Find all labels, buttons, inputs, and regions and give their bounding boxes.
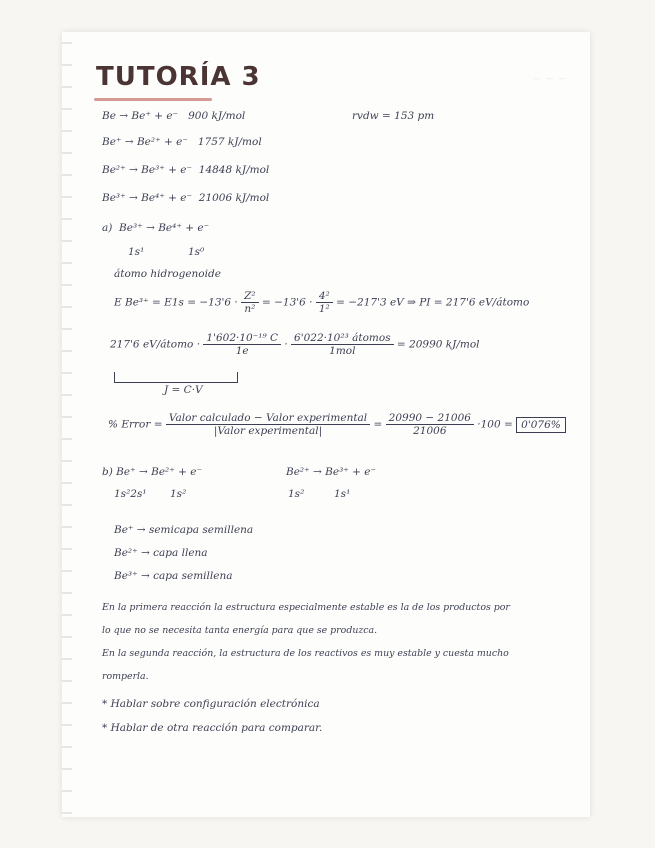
conversion-bracket: [114, 372, 238, 383]
part-a-reaction: a) Be³⁺ → Be⁴⁺ + e⁻: [102, 222, 210, 234]
paragraph-line-1: En la primera reacción la estructura especialmente estable es la de los productos por: [102, 602, 510, 613]
shell-note-3: Be³⁺ → capa semillena: [114, 570, 233, 582]
hydrogenoid-note: átomo hidrogenoide: [114, 268, 221, 280]
reaction-1: Be → Be⁺ + e⁻ 900 kJ/mol: [102, 110, 246, 122]
page-title: TUTORÍA 3: [96, 62, 261, 92]
reaction-2: Be⁺ → Be²⁺ + e⁻ 1757 kJ/mol: [102, 136, 262, 148]
paragraph-line-4: romperla.: [102, 671, 149, 682]
bullet-1: * Hablar sobre configuración electrónica: [102, 698, 320, 710]
reaction-4: Be³⁺ → Be⁴⁺ + e⁻ 21006 kJ/mol: [102, 192, 270, 204]
part-a-config-left: 1s¹: [128, 246, 145, 258]
notebook-page: [62, 32, 590, 817]
part-b-config-2-right: 1s¹: [334, 488, 351, 500]
error-result: 0'076%: [516, 417, 566, 433]
jcv-note: J = C·V: [164, 384, 203, 396]
energy-equation: E Be³⁺ = E1s = −13'6 · $\frac{\text{Z²}}{\text{n²}}$ = −13'6 · $\frac{\text{4²}}{\text{1²}}$ = −217'3 eV ⇒ PI = 217'6 eV/átomo: [114, 290, 530, 315]
vdw-radius: rvdw = 153 pm: [352, 110, 435, 122]
page-edge-perforation: [62, 32, 72, 817]
paragraph-line-2: lo que no se necesita tanta energía para que se produzca.: [102, 625, 378, 636]
part-a-config-right: 1s⁰: [188, 246, 205, 258]
shell-note-2: Be²⁺ → capa llena: [114, 547, 208, 559]
paragraph-line-3: En la segunda reacción, la estructura de los reactivos es muy estable y cuesta mucho: [102, 648, 509, 659]
part-b-reaction-2: Be²⁺ → Be³⁺ + e⁻: [286, 466, 377, 478]
part-b-config-1-right: 1s²: [170, 488, 187, 500]
part-b-config-1-left: 1s²2s¹: [114, 488, 147, 500]
bullet-2: * Hablar de otra reacción para comparar.: [102, 722, 323, 734]
part-b-config-2-left: 1s²: [288, 488, 305, 500]
percent-error: % Error = $\frac{\text{Valor calculado − Valor experimental}}{\text{|Valor experimental|}}$ = $\frac{20990 - 21006}{21006}$ ·100 = 0'076%: [108, 412, 566, 437]
shell-note-1: Be⁺ → semicapa semillena: [114, 524, 254, 536]
title-underline: [94, 98, 212, 101]
reaction-3: Be²⁺ → Be³⁺ + e⁻ 14848 kJ/mol: [102, 164, 270, 176]
unit-conversion: 217'6 eV/átomo · $\frac{\text{1'602·10⁻¹⁹ C}}{1e}$ · $\frac{\text{6'022·10²³ átomos}}{\text{1mol}}$ = 20990 kJ/mol: [110, 332, 480, 357]
bleed-through-texture: ~ ~ ~: [532, 72, 567, 85]
part-b-reaction-1: b) Be⁺ → Be²⁺ + e⁻: [102, 466, 203, 478]
